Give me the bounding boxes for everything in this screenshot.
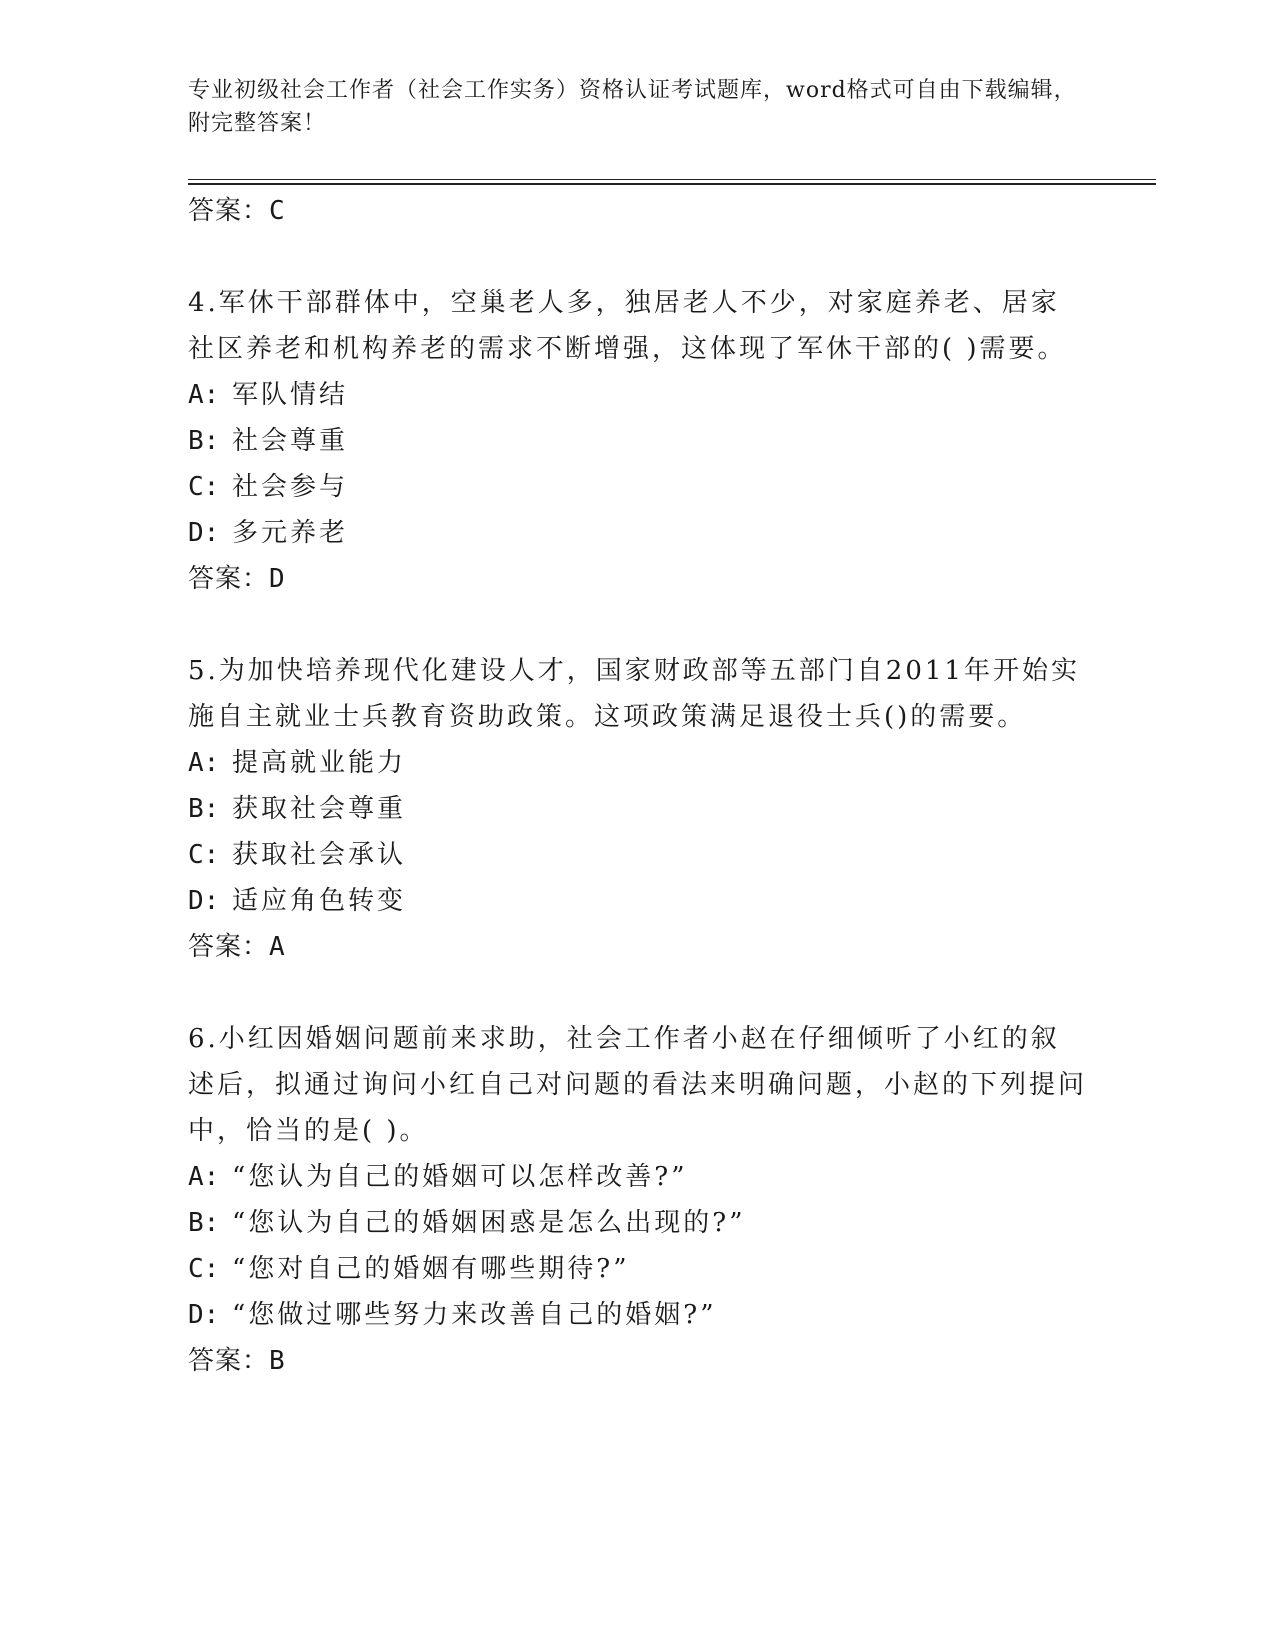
answer-label: 答案： bbox=[188, 196, 270, 226]
option-text: 军队情结 bbox=[232, 380, 349, 410]
option-letter: D: bbox=[188, 518, 220, 548]
header-rule-thin bbox=[188, 179, 1156, 180]
option-letter: A: bbox=[188, 1162, 220, 1192]
option-text: “您认为自己的婚姻可以怎样改善?” bbox=[232, 1162, 688, 1192]
answer-line bbox=[188, 556, 1088, 602]
option-text: “您做过哪些努力来改善自己的婚姻?” bbox=[232, 1300, 717, 1330]
option-c bbox=[188, 464, 1088, 510]
spacer bbox=[188, 970, 1088, 1016]
option-letter: B: bbox=[188, 1208, 220, 1238]
option-letter: A: bbox=[188, 380, 220, 410]
document-header: 专业初级社会工作者（社会工作实务）资格认证考试题库，word格式可自由下载编辑，附完整答案！ bbox=[188, 78, 1077, 136]
option-b bbox=[188, 786, 1088, 832]
option-d bbox=[188, 1292, 1088, 1338]
option-letter: B: bbox=[188, 426, 220, 456]
question-text: 4.军休干部群体中，空巢老人多，独居老人不少，对家庭养老、居家社区养老和机构养老的需求不断增强，这体现了军休干部的( )需要。 bbox=[188, 288, 1067, 364]
option-a bbox=[188, 1154, 1088, 1200]
option-a bbox=[188, 372, 1088, 418]
option-c bbox=[188, 1246, 1088, 1292]
option-letter: C: bbox=[188, 1254, 220, 1284]
option-text: 社会尊重 bbox=[232, 426, 349, 456]
option-letter: D: bbox=[188, 886, 220, 916]
answer-label: 答案： bbox=[188, 564, 270, 594]
answer-value: C bbox=[269, 196, 286, 226]
answer-value: B bbox=[269, 1346, 286, 1376]
option-text: 提高就业能力 bbox=[232, 748, 407, 778]
option-b bbox=[188, 1200, 1088, 1246]
option-letter: D: bbox=[188, 1300, 220, 1330]
question-text: 5.为加快培养现代化建设人才，国家财政部等五部门自2011年开始实施自主就业士兵教育资助政策。这项政策满足退役士兵()的需要。 bbox=[188, 656, 1080, 732]
answer-label: 答案： bbox=[188, 932, 270, 962]
option-b bbox=[188, 418, 1088, 464]
option-text: 获取社会尊重 bbox=[232, 794, 407, 824]
option-text: “您对自己的婚姻有哪些期待?” bbox=[232, 1254, 630, 1284]
answer-line bbox=[188, 188, 1088, 234]
question-list bbox=[188, 188, 1088, 1384]
option-a bbox=[188, 740, 1088, 786]
option-letter: C: bbox=[188, 840, 220, 870]
spacer bbox=[188, 234, 1088, 280]
question-text: 6.小红因婚姻问题前来求助，社会工作者小赵在仔细倾听了小红的叙述后，拟通过询问小红自己对问题的看法来明确问题，小赵的下列提问中，恰当的是( )。 bbox=[188, 1024, 1088, 1146]
question-block-6 bbox=[188, 1016, 1088, 1384]
option-letter: A: bbox=[188, 748, 220, 778]
option-text: 适应角色转变 bbox=[232, 886, 407, 916]
option-d bbox=[188, 878, 1088, 924]
option-text: “您认为自己的婚姻困惑是怎么出现的?” bbox=[232, 1208, 746, 1238]
question-block-4 bbox=[188, 280, 1088, 602]
spacer bbox=[188, 602, 1088, 648]
option-d bbox=[188, 510, 1088, 556]
answer-label: 答案： bbox=[188, 1346, 270, 1376]
option-letter: C: bbox=[188, 472, 220, 502]
answer-value: A bbox=[269, 932, 286, 962]
question-block-5 bbox=[188, 648, 1088, 970]
option-text: 多元养老 bbox=[232, 518, 349, 548]
option-letter: B: bbox=[188, 794, 220, 824]
option-text: 社会参与 bbox=[232, 472, 349, 502]
answer-line bbox=[188, 924, 1088, 970]
answer-line bbox=[188, 1338, 1088, 1384]
answer-value: D bbox=[269, 564, 286, 594]
header-rule-thick bbox=[188, 183, 1156, 185]
option-c bbox=[188, 832, 1088, 878]
option-text: 获取社会承认 bbox=[232, 840, 407, 870]
